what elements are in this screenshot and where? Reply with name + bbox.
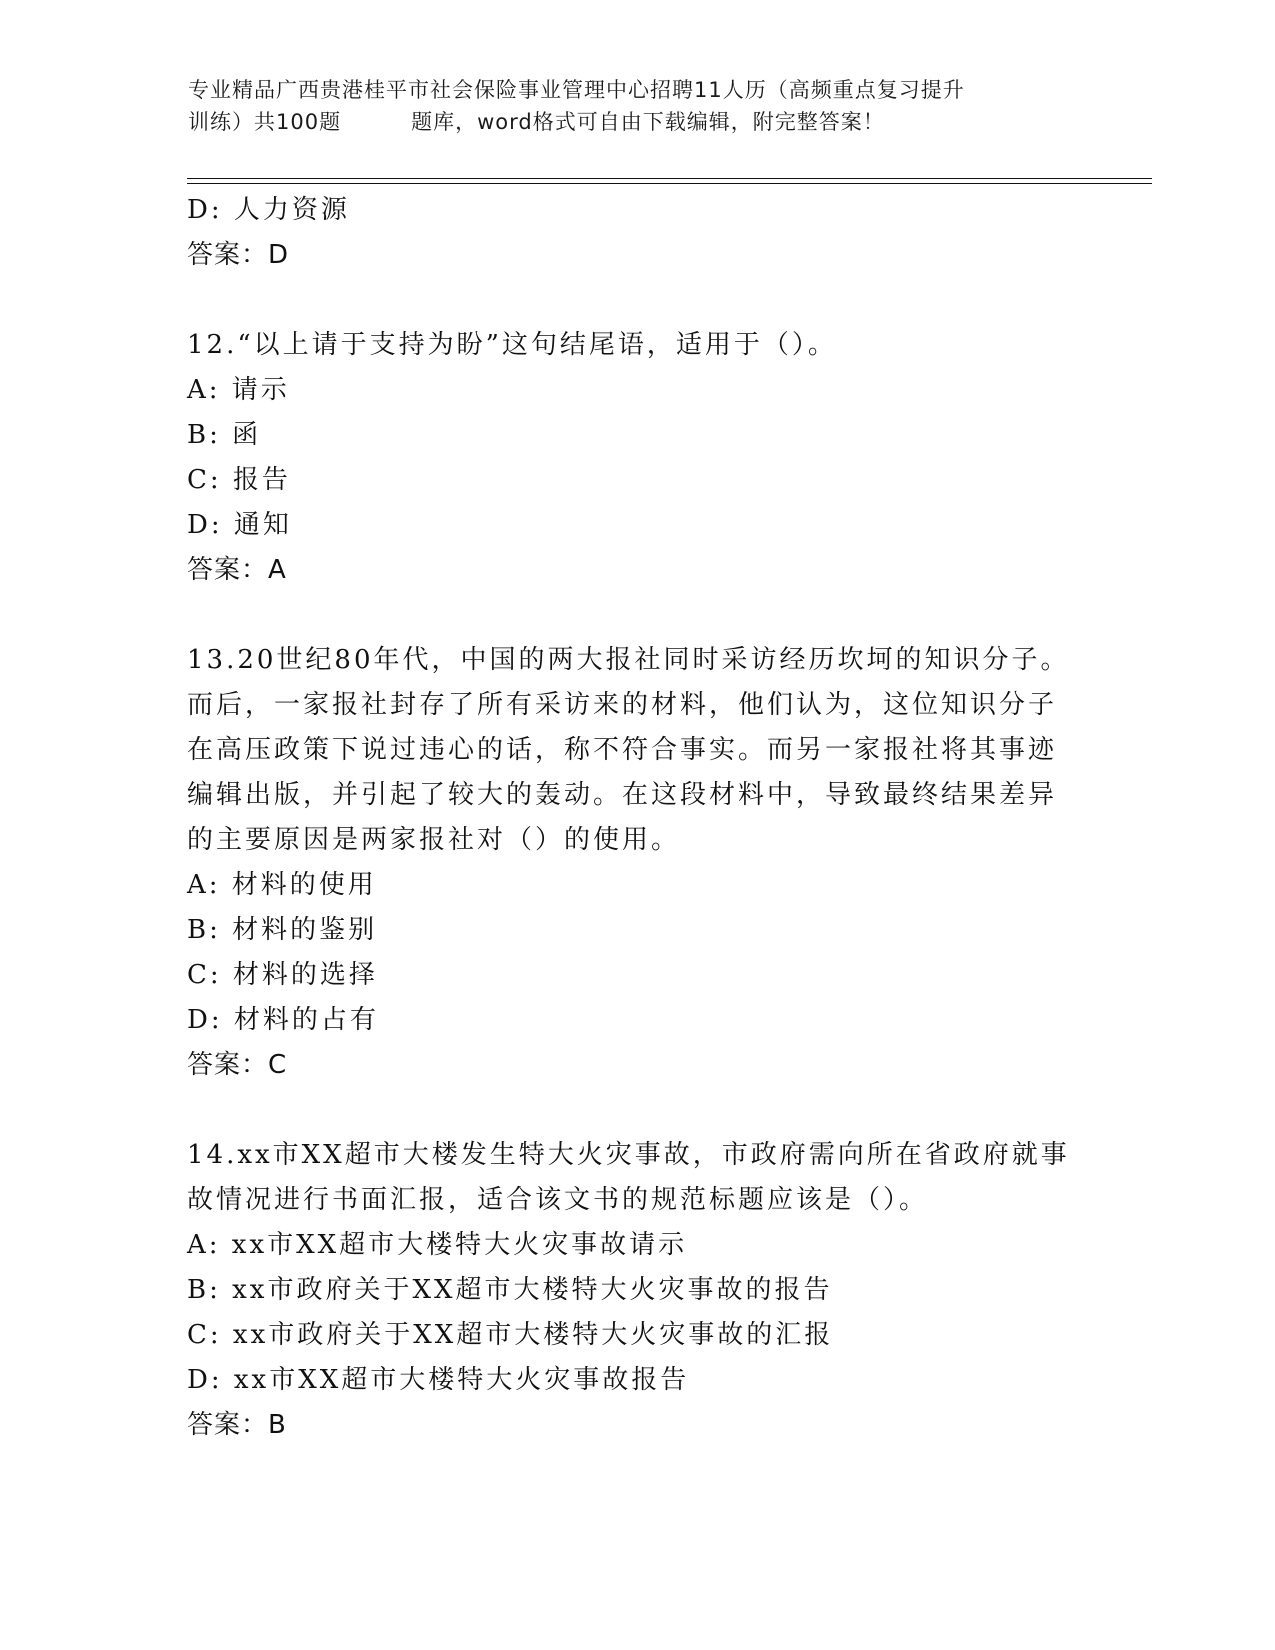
- question-stem-line: 故情况进行书面汇报，适合该文书的规范标题应该是（）。: [187, 1185, 929, 1215]
- option-a: A: xx市XX超市大楼特大火灾事故请示: [187, 1230, 688, 1260]
- header-line-2-part-b: 题库，word格式可自由下载编辑，附完整答案！: [411, 110, 885, 134]
- header-rule-bottom: [187, 183, 1152, 184]
- header-rule-top: [187, 178, 1152, 179]
- header-line-2: [188, 106, 1088, 138]
- question-13: [187, 638, 1087, 1088]
- question-list: [187, 188, 1087, 1448]
- option-d: D: 人力资源: [187, 195, 350, 225]
- option-d: D: xx市XX超市大楼特大火灾事故报告: [187, 1365, 690, 1395]
- option-d: D: 材料的占有: [187, 1005, 379, 1035]
- answer-line: 答案：C: [187, 1050, 288, 1080]
- question-14: [187, 1133, 1087, 1448]
- option-a: A: 材料的使用: [187, 870, 377, 900]
- option-b: B: 材料的鉴别: [187, 915, 378, 945]
- option-c: C: xx市政府关于XX超市大楼特大火灾事故的汇报: [187, 1320, 834, 1350]
- option-b: B: xx市政府关于XX超市大楼特大火灾事故的报告: [187, 1275, 833, 1305]
- header-line-2-part-a: 训练）共100题: [188, 110, 342, 134]
- answer-line: 答案：D: [187, 240, 290, 270]
- option-a: A: 请示: [187, 375, 290, 405]
- question-11-tail: [187, 188, 1087, 278]
- option-d: D: 通知: [187, 510, 292, 540]
- answer-line: 答案：A: [187, 555, 287, 585]
- question-stem-line: 而后，一家报社封存了所有采访来的材料，他们认为，这位知识分子: [187, 690, 1058, 720]
- option-c: C: 报告: [187, 465, 291, 495]
- question-stem-line: 13.20世纪80年代，中国的两大报社同时采访经历坎坷的知识分子。: [187, 645, 1070, 675]
- document-header: [188, 74, 1088, 138]
- header-line-1: 专业精品广西贵港桂平市社会保险事业管理中心招聘11人历（高频重点复习提升: [188, 78, 965, 102]
- question-12: [187, 323, 1087, 593]
- question-stem-line: 编辑出版，并引起了较大的轰动。在这段材料中，导致最终结果差异: [187, 780, 1058, 810]
- option-c: C: 材料的选择: [187, 960, 378, 990]
- question-stem: 12.“以上请于支持为盼”这句结尾语，适用于（）。: [187, 330, 837, 360]
- answer-line: 答案：B: [187, 1410, 287, 1440]
- option-b: B: 函: [187, 420, 262, 450]
- question-stem-line: 在高压政策下说过违心的话，称不符合事实。而另一家报社将其事迹: [187, 735, 1058, 765]
- question-stem-line: 的主要原因是两家报社对（）的使用。: [187, 825, 681, 855]
- question-stem-line: 14.xx市XX超市大楼发生特大火灾事故，市政府需向所在省政府就事: [187, 1140, 1070, 1170]
